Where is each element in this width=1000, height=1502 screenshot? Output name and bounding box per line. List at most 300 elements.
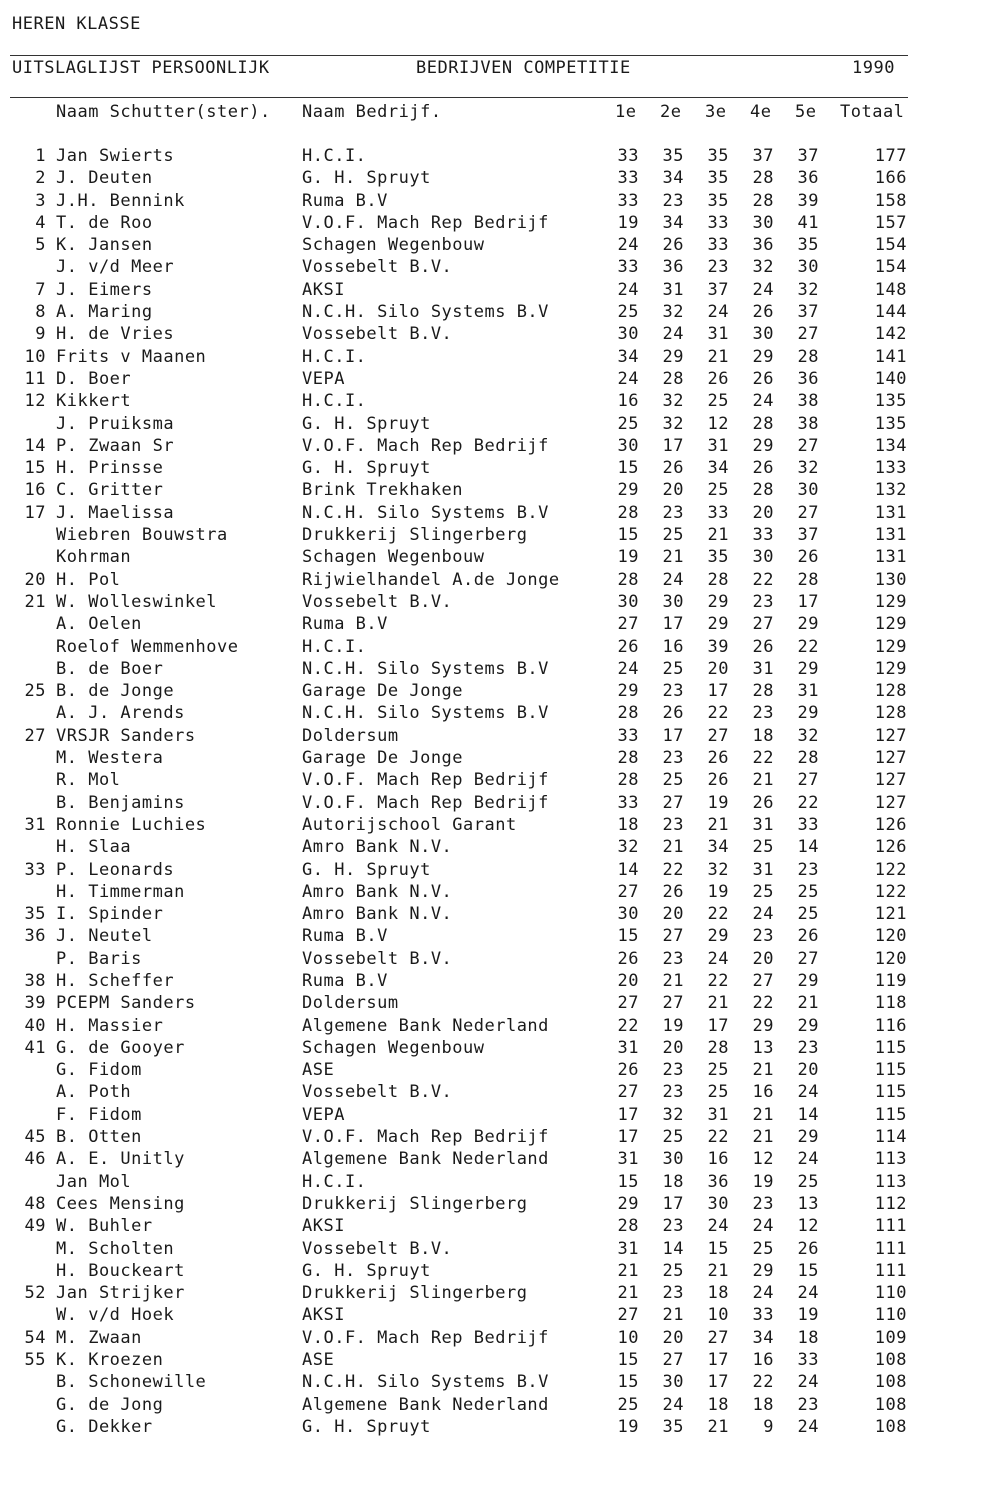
table-row: [0, 280, 1000, 302]
round-5-score-cell: 24: [797, 1149, 819, 1170]
total-score-cell: 142: [874, 324, 907, 345]
round-5-score-cell: 29: [797, 614, 819, 635]
shooter-name-cell: A. Poth: [56, 1082, 132, 1103]
round-2-score-cell: 32: [662, 391, 684, 412]
company-cell: G. H. Spruyt: [302, 1260, 431, 1281]
round-2-score-cell: 23: [662, 748, 684, 769]
round-4-score-cell: 26: [752, 302, 774, 323]
round-3-score-cell: 17: [707, 1350, 729, 1371]
rank-cell: 27: [24, 725, 46, 746]
round-3-score-cell: 26: [707, 748, 729, 769]
round-4-score-cell: 24: [752, 391, 774, 412]
round-4-score-cell: 31: [752, 859, 774, 880]
round-5-score-cell: 28: [797, 346, 819, 367]
table-row: [0, 793, 1000, 815]
round-1-score-cell: 28: [617, 748, 639, 769]
company-cell: G. H. Spruyt: [302, 458, 431, 479]
round-5-score-cell: 36: [797, 368, 819, 389]
company-cell: V.O.F. Mach Rep Bedrijf: [302, 435, 549, 456]
round-2-score-cell: 23: [662, 1283, 684, 1304]
round-4-score-cell: 26: [752, 368, 774, 389]
round-5-score-cell: 27: [797, 435, 819, 456]
table-row: [0, 1372, 1000, 1394]
table-row: [0, 1239, 1000, 1261]
company-cell: Vossebelt B.V.: [302, 324, 453, 345]
table-row: [0, 637, 1000, 659]
company-cell: Ruma B.V: [302, 926, 388, 947]
company-cell: N.C.H. Silo Systems B.V: [302, 302, 549, 323]
shooter-name-cell: J. v/d Meer: [56, 257, 175, 278]
table-row: [0, 146, 1000, 168]
round-1-score-cell: 30: [617, 435, 639, 456]
shooter-name-cell: T. de Roo: [56, 212, 153, 233]
round-2-score-cell: 20: [662, 480, 684, 501]
round-5-score-cell: 36: [797, 168, 819, 189]
round-1-score-cell: 33: [617, 257, 639, 278]
table-row: [0, 614, 1000, 636]
rank-cell: 5: [35, 235, 46, 256]
table-row: [0, 1172, 1000, 1194]
rank-cell: 14: [24, 435, 46, 456]
rank-cell: 33: [24, 859, 46, 880]
total-score-cell: 126: [874, 814, 907, 835]
rank-cell: 11: [24, 368, 46, 389]
total-score-cell: 113: [874, 1149, 907, 1170]
total-score-cell: 108: [874, 1350, 907, 1371]
round-3-score-cell: 16: [707, 1149, 729, 1170]
shooter-name-cell: W. v/d Hoek: [56, 1305, 175, 1326]
round-5-score-cell: 27: [797, 770, 819, 791]
table-row: [0, 1395, 1000, 1417]
company-cell: G. H. Spruyt: [302, 168, 431, 189]
round-5-score-cell: 32: [797, 725, 819, 746]
round-2-score-cell: 17: [662, 725, 684, 746]
round-1-score-cell: 18: [617, 814, 639, 835]
table-row: [0, 815, 1000, 837]
total-score-cell: 108: [874, 1394, 907, 1415]
company-cell: N.C.H. Silo Systems B.V: [302, 703, 549, 724]
total-score-cell: 128: [874, 681, 907, 702]
round-4-score-cell: 25: [752, 837, 774, 858]
round-3-score-cell: 19: [707, 881, 729, 902]
round-1-score-cell: 24: [617, 279, 639, 300]
rank-cell: 1: [35, 146, 46, 166]
round-3-score-cell: 26: [707, 368, 729, 389]
round-2-score-cell: 34: [662, 212, 684, 233]
round-2-score-cell: 26: [662, 235, 684, 256]
company-cell: Algemene Bank Nederland: [302, 1394, 549, 1415]
table-row: [0, 302, 1000, 324]
table-row: [0, 1082, 1000, 1104]
total-score-cell: 115: [874, 1104, 907, 1125]
round-4-score-cell: 27: [752, 970, 774, 991]
round-1-score-cell: 25: [617, 1394, 639, 1415]
round-3-score-cell: 31: [707, 1104, 729, 1125]
shooter-name-cell: Kikkert: [56, 391, 132, 412]
table-row: [0, 904, 1000, 926]
round-3-score-cell: 18: [707, 1394, 729, 1415]
round-3-score-cell: 27: [707, 1327, 729, 1348]
round-4-score-cell: 23: [752, 591, 774, 612]
total-score-cell: 131: [874, 547, 907, 568]
round-5-score-cell: 18: [797, 1327, 819, 1348]
round-3-score-cell: 35: [707, 146, 729, 166]
total-score-cell: 141: [874, 346, 907, 367]
round-5-score-cell: 37: [797, 302, 819, 323]
shooter-name-cell: Jan Swierts: [56, 146, 175, 166]
round-2-score-cell: 28: [662, 368, 684, 389]
round-5-score-cell: 13: [797, 1193, 819, 1214]
round-1-score-cell: 25: [617, 302, 639, 323]
shooter-name-cell: B. de Jonge: [56, 681, 175, 702]
round-3-score-cell: 17: [707, 681, 729, 702]
company-cell: Drukkerij Slingerberg: [302, 525, 528, 546]
shooter-name-cell: H. Bouckeart: [56, 1260, 185, 1281]
rank-cell: 20: [24, 569, 46, 590]
round-3-score-cell: 25: [707, 480, 729, 501]
round-1-score-cell: 28: [617, 703, 639, 724]
rank-cell: 12: [24, 391, 46, 412]
company-cell: VEPA: [302, 368, 345, 389]
table-row: [0, 592, 1000, 614]
round-3-score-cell: 21: [707, 1416, 729, 1437]
round-5-score-cell: 20: [797, 1060, 819, 1081]
table-row: [0, 1194, 1000, 1216]
company-cell: Amro Bank N.V.: [302, 881, 453, 902]
round-1-score-cell: 29: [617, 1193, 639, 1214]
round-2-score-cell: 16: [662, 636, 684, 657]
round-3-score-cell: 33: [707, 235, 729, 256]
round-4-score-cell: 13: [752, 1037, 774, 1058]
total-score-cell: 130: [874, 569, 907, 590]
table-row: [0, 1283, 1000, 1305]
shooter-name-cell: J. Neutel: [56, 926, 153, 947]
table-row: [0, 235, 1000, 257]
company-cell: Brink Trekhaken: [302, 480, 464, 501]
round-5-score-cell: 26: [797, 1238, 819, 1259]
round-2-score-cell: 23: [662, 1216, 684, 1237]
total-score-cell: 158: [874, 190, 907, 211]
table-row: [0, 391, 1000, 413]
round-2-score-cell: 21: [662, 970, 684, 991]
round-5-score-cell: 30: [797, 257, 819, 278]
round-3-score-cell: 25: [707, 391, 729, 412]
total-score-cell: 154: [874, 235, 907, 256]
round-2-score-cell: 23: [662, 1082, 684, 1103]
total-score-cell: 135: [874, 413, 907, 434]
table-row: [0, 1261, 1000, 1283]
round-4-score-cell: 27: [752, 614, 774, 635]
company-cell: V.O.F. Mach Rep Bedrijf: [302, 792, 549, 813]
round-4-score-cell: 29: [752, 435, 774, 456]
round-4-score-cell: 29: [752, 1260, 774, 1281]
shooter-name-cell: Jan Mol: [56, 1171, 132, 1192]
round-1-score-cell: 15: [617, 1171, 639, 1192]
round-2-score-cell: 21: [662, 837, 684, 858]
round-2-score-cell: 25: [662, 1260, 684, 1281]
table-row: [0, 1350, 1000, 1372]
rank-cell: 48: [24, 1193, 46, 1214]
round-2-score-cell: 26: [662, 881, 684, 902]
company-cell: Schagen Wegenbouw: [302, 1037, 485, 1058]
company-cell: H.C.I.: [302, 636, 367, 657]
round-5-score-cell: 22: [797, 636, 819, 657]
company-cell: Amro Bank N.V.: [302, 904, 453, 925]
round-5-score-cell: 38: [797, 391, 819, 412]
shooter-name-cell: G. de Gooyer: [56, 1037, 185, 1058]
shooter-name-cell: Roelof Wemmenhove: [56, 636, 239, 657]
table-row: [0, 1127, 1000, 1149]
round-4-score-cell: 19: [752, 1171, 774, 1192]
column-header-round-1: 1e: [615, 102, 637, 122]
round-5-score-cell: 25: [797, 881, 819, 902]
company-cell: V.O.F. Mach Rep Bedrijf: [302, 770, 549, 791]
round-4-score-cell: 28: [752, 190, 774, 211]
shooter-name-cell: F. Fidom: [56, 1104, 142, 1125]
table-row: [0, 1149, 1000, 1171]
round-5-score-cell: 35: [797, 235, 819, 256]
table-row: [0, 1038, 1000, 1060]
total-score-cell: 127: [874, 725, 907, 746]
shooter-name-cell: A. E. Unitly: [56, 1149, 185, 1170]
round-5-score-cell: 21: [797, 993, 819, 1014]
round-1-score-cell: 30: [617, 904, 639, 925]
total-score-cell: 127: [874, 748, 907, 769]
rank-cell: 46: [24, 1149, 46, 1170]
round-2-score-cell: 27: [662, 1350, 684, 1371]
round-1-score-cell: 10: [617, 1327, 639, 1348]
table-row: [0, 1305, 1000, 1327]
round-1-score-cell: 33: [617, 792, 639, 813]
round-3-score-cell: 28: [707, 569, 729, 590]
round-3-score-cell: 31: [707, 435, 729, 456]
round-1-score-cell: 15: [617, 458, 639, 479]
table-row: [0, 1328, 1000, 1350]
total-score-cell: 120: [874, 926, 907, 947]
company-cell: AKSI: [302, 279, 345, 300]
round-4-score-cell: 25: [752, 881, 774, 902]
column-header-company: Naam Bedrijf.: [302, 102, 442, 122]
round-2-score-cell: 23: [662, 1060, 684, 1081]
round-4-score-cell: 26: [752, 792, 774, 813]
round-5-score-cell: 26: [797, 547, 819, 568]
shooter-name-cell: A. Oelen: [56, 614, 142, 635]
rank-cell: 21: [24, 591, 46, 612]
company-cell: Ruma B.V: [302, 970, 388, 991]
total-score-cell: 129: [874, 614, 907, 635]
round-1-score-cell: 28: [617, 569, 639, 590]
shooter-name-cell: K. Jansen: [56, 235, 153, 256]
round-5-score-cell: 33: [797, 1350, 819, 1371]
round-2-score-cell: 36: [662, 257, 684, 278]
round-2-score-cell: 30: [662, 1149, 684, 1170]
table-row: [0, 837, 1000, 859]
round-4-score-cell: 28: [752, 681, 774, 702]
rank-cell: 8: [35, 302, 46, 323]
round-5-score-cell: 29: [797, 970, 819, 991]
round-5-score-cell: 12: [797, 1216, 819, 1237]
total-score-cell: 110: [874, 1305, 907, 1326]
round-3-score-cell: 33: [707, 212, 729, 233]
rank-cell: 17: [24, 502, 46, 523]
company-cell: Vossebelt B.V.: [302, 591, 453, 612]
rank-cell: 7: [35, 279, 46, 300]
round-3-score-cell: 34: [707, 837, 729, 858]
shooter-name-cell: B. de Boer: [56, 658, 164, 679]
shooter-name-cell: G. Fidom: [56, 1060, 142, 1081]
round-4-score-cell: 28: [752, 480, 774, 501]
shooter-name-cell: Wiebren Bouwstra: [56, 525, 228, 546]
table-row: [0, 770, 1000, 792]
round-2-score-cell: 18: [662, 1171, 684, 1192]
round-2-score-cell: 34: [662, 168, 684, 189]
round-2-score-cell: 32: [662, 413, 684, 434]
round-4-score-cell: 18: [752, 725, 774, 746]
round-5-score-cell: 27: [797, 324, 819, 345]
round-1-score-cell: 28: [617, 1216, 639, 1237]
company-cell: V.O.F. Mach Rep Bedrijf: [302, 1327, 549, 1348]
round-2-score-cell: 27: [662, 926, 684, 947]
rank-cell: 52: [24, 1283, 46, 1304]
round-4-score-cell: 33: [752, 1305, 774, 1326]
round-5-score-cell: 27: [797, 948, 819, 969]
round-2-score-cell: 27: [662, 993, 684, 1014]
round-2-score-cell: 35: [662, 1416, 684, 1437]
rank-cell: 54: [24, 1327, 46, 1348]
round-1-score-cell: 28: [617, 770, 639, 791]
total-score-cell: 131: [874, 502, 907, 523]
round-5-score-cell: 29: [797, 658, 819, 679]
round-1-score-cell: 27: [617, 993, 639, 1014]
round-1-score-cell: 26: [617, 948, 639, 969]
round-1-score-cell: 16: [617, 391, 639, 412]
round-5-score-cell: 32: [797, 279, 819, 300]
shooter-name-cell: R. Mol: [56, 770, 121, 791]
round-1-score-cell: 15: [617, 1372, 639, 1393]
round-2-score-cell: 26: [662, 703, 684, 724]
table-row: [0, 480, 1000, 502]
round-1-score-cell: 29: [617, 681, 639, 702]
column-header-round-5: 5e: [795, 102, 817, 122]
round-3-score-cell: 29: [707, 926, 729, 947]
round-2-score-cell: 32: [662, 1104, 684, 1125]
round-4-score-cell: 26: [752, 458, 774, 479]
table-row: [0, 257, 1000, 279]
total-score-cell: 111: [874, 1216, 907, 1237]
rank-cell: 55: [24, 1350, 46, 1371]
round-3-score-cell: 23: [707, 257, 729, 278]
total-score-cell: 121: [874, 904, 907, 925]
round-2-score-cell: 21: [662, 547, 684, 568]
table-row: [0, 458, 1000, 480]
round-5-score-cell: 25: [797, 1171, 819, 1192]
round-1-score-cell: 30: [617, 324, 639, 345]
shooter-name-cell: J. Pruiksma: [56, 413, 175, 434]
rank-cell: 2: [35, 168, 46, 189]
round-5-score-cell: 25: [797, 904, 819, 925]
round-2-score-cell: 20: [662, 904, 684, 925]
round-1-score-cell: 25: [617, 413, 639, 434]
total-score-cell: 154: [874, 257, 907, 278]
round-1-score-cell: 31: [617, 1238, 639, 1259]
round-3-score-cell: 37: [707, 279, 729, 300]
round-5-score-cell: 24: [797, 1372, 819, 1393]
round-1-score-cell: 24: [617, 235, 639, 256]
round-4-score-cell: 28: [752, 413, 774, 434]
total-score-cell: 144: [874, 302, 907, 323]
round-2-score-cell: 25: [662, 658, 684, 679]
round-5-score-cell: 24: [797, 1283, 819, 1304]
round-1-score-cell: 22: [617, 1015, 639, 1036]
table-row: [0, 681, 1000, 703]
round-1-score-cell: 17: [617, 1104, 639, 1125]
company-cell: V.O.F. Mach Rep Bedrijf: [302, 212, 549, 233]
round-3-score-cell: 31: [707, 324, 729, 345]
total-score-cell: 122: [874, 859, 907, 880]
table-row: [0, 547, 1000, 569]
round-3-score-cell: 22: [707, 970, 729, 991]
round-4-score-cell: 29: [752, 346, 774, 367]
shooter-name-cell: B. Schonewille: [56, 1372, 207, 1393]
shooter-name-cell: PCEPM Sanders: [56, 993, 196, 1014]
round-4-score-cell: 30: [752, 212, 774, 233]
table-row: [0, 993, 1000, 1015]
round-4-score-cell: 20: [752, 502, 774, 523]
total-score-cell: 129: [874, 636, 907, 657]
round-3-score-cell: 15: [707, 1238, 729, 1259]
round-3-score-cell: 35: [707, 168, 729, 189]
round-5-score-cell: 39: [797, 190, 819, 211]
round-5-score-cell: 23: [797, 1037, 819, 1058]
round-5-score-cell: 14: [797, 1104, 819, 1125]
competition-title: BEDRIJVEN COMPETITIE: [416, 58, 631, 78]
shooter-name-cell: H. Timmerman: [56, 881, 185, 902]
company-cell: Garage De Jonge: [302, 681, 464, 702]
round-5-score-cell: 29: [797, 1015, 819, 1036]
round-3-score-cell: 21: [707, 814, 729, 835]
round-1-score-cell: 15: [617, 1350, 639, 1371]
table-row: [0, 726, 1000, 748]
header-divider: [10, 97, 908, 98]
round-4-score-cell: 30: [752, 547, 774, 568]
round-3-score-cell: 35: [707, 547, 729, 568]
company-cell: Drukkerij Slingerberg: [302, 1283, 528, 1304]
round-5-score-cell: 14: [797, 837, 819, 858]
total-score-cell: 177: [874, 146, 907, 166]
round-4-score-cell: 31: [752, 658, 774, 679]
round-3-score-cell: 10: [707, 1305, 729, 1326]
round-1-score-cell: 24: [617, 368, 639, 389]
rank-cell: 35: [24, 904, 46, 925]
year-label: 1990: [852, 58, 895, 78]
shooter-name-cell: Kohrman: [56, 547, 132, 568]
round-3-score-cell: 34: [707, 458, 729, 479]
table-row: [0, 1060, 1000, 1082]
round-4-score-cell: 12: [752, 1149, 774, 1170]
round-4-score-cell: 21: [752, 770, 774, 791]
column-header-round-2: 2e: [660, 102, 682, 122]
top-divider: [10, 55, 908, 56]
total-score-cell: 108: [874, 1416, 907, 1437]
round-1-score-cell: 19: [617, 1416, 639, 1437]
shooter-name-cell: W. Wolleswinkel: [56, 591, 218, 612]
round-4-score-cell: 29: [752, 1015, 774, 1036]
table-row: [0, 971, 1000, 993]
round-3-score-cell: 24: [707, 302, 729, 323]
total-score-cell: 109: [874, 1327, 907, 1348]
company-cell: Ruma B.V: [302, 190, 388, 211]
shooter-name-cell: H. Massier: [56, 1015, 164, 1036]
